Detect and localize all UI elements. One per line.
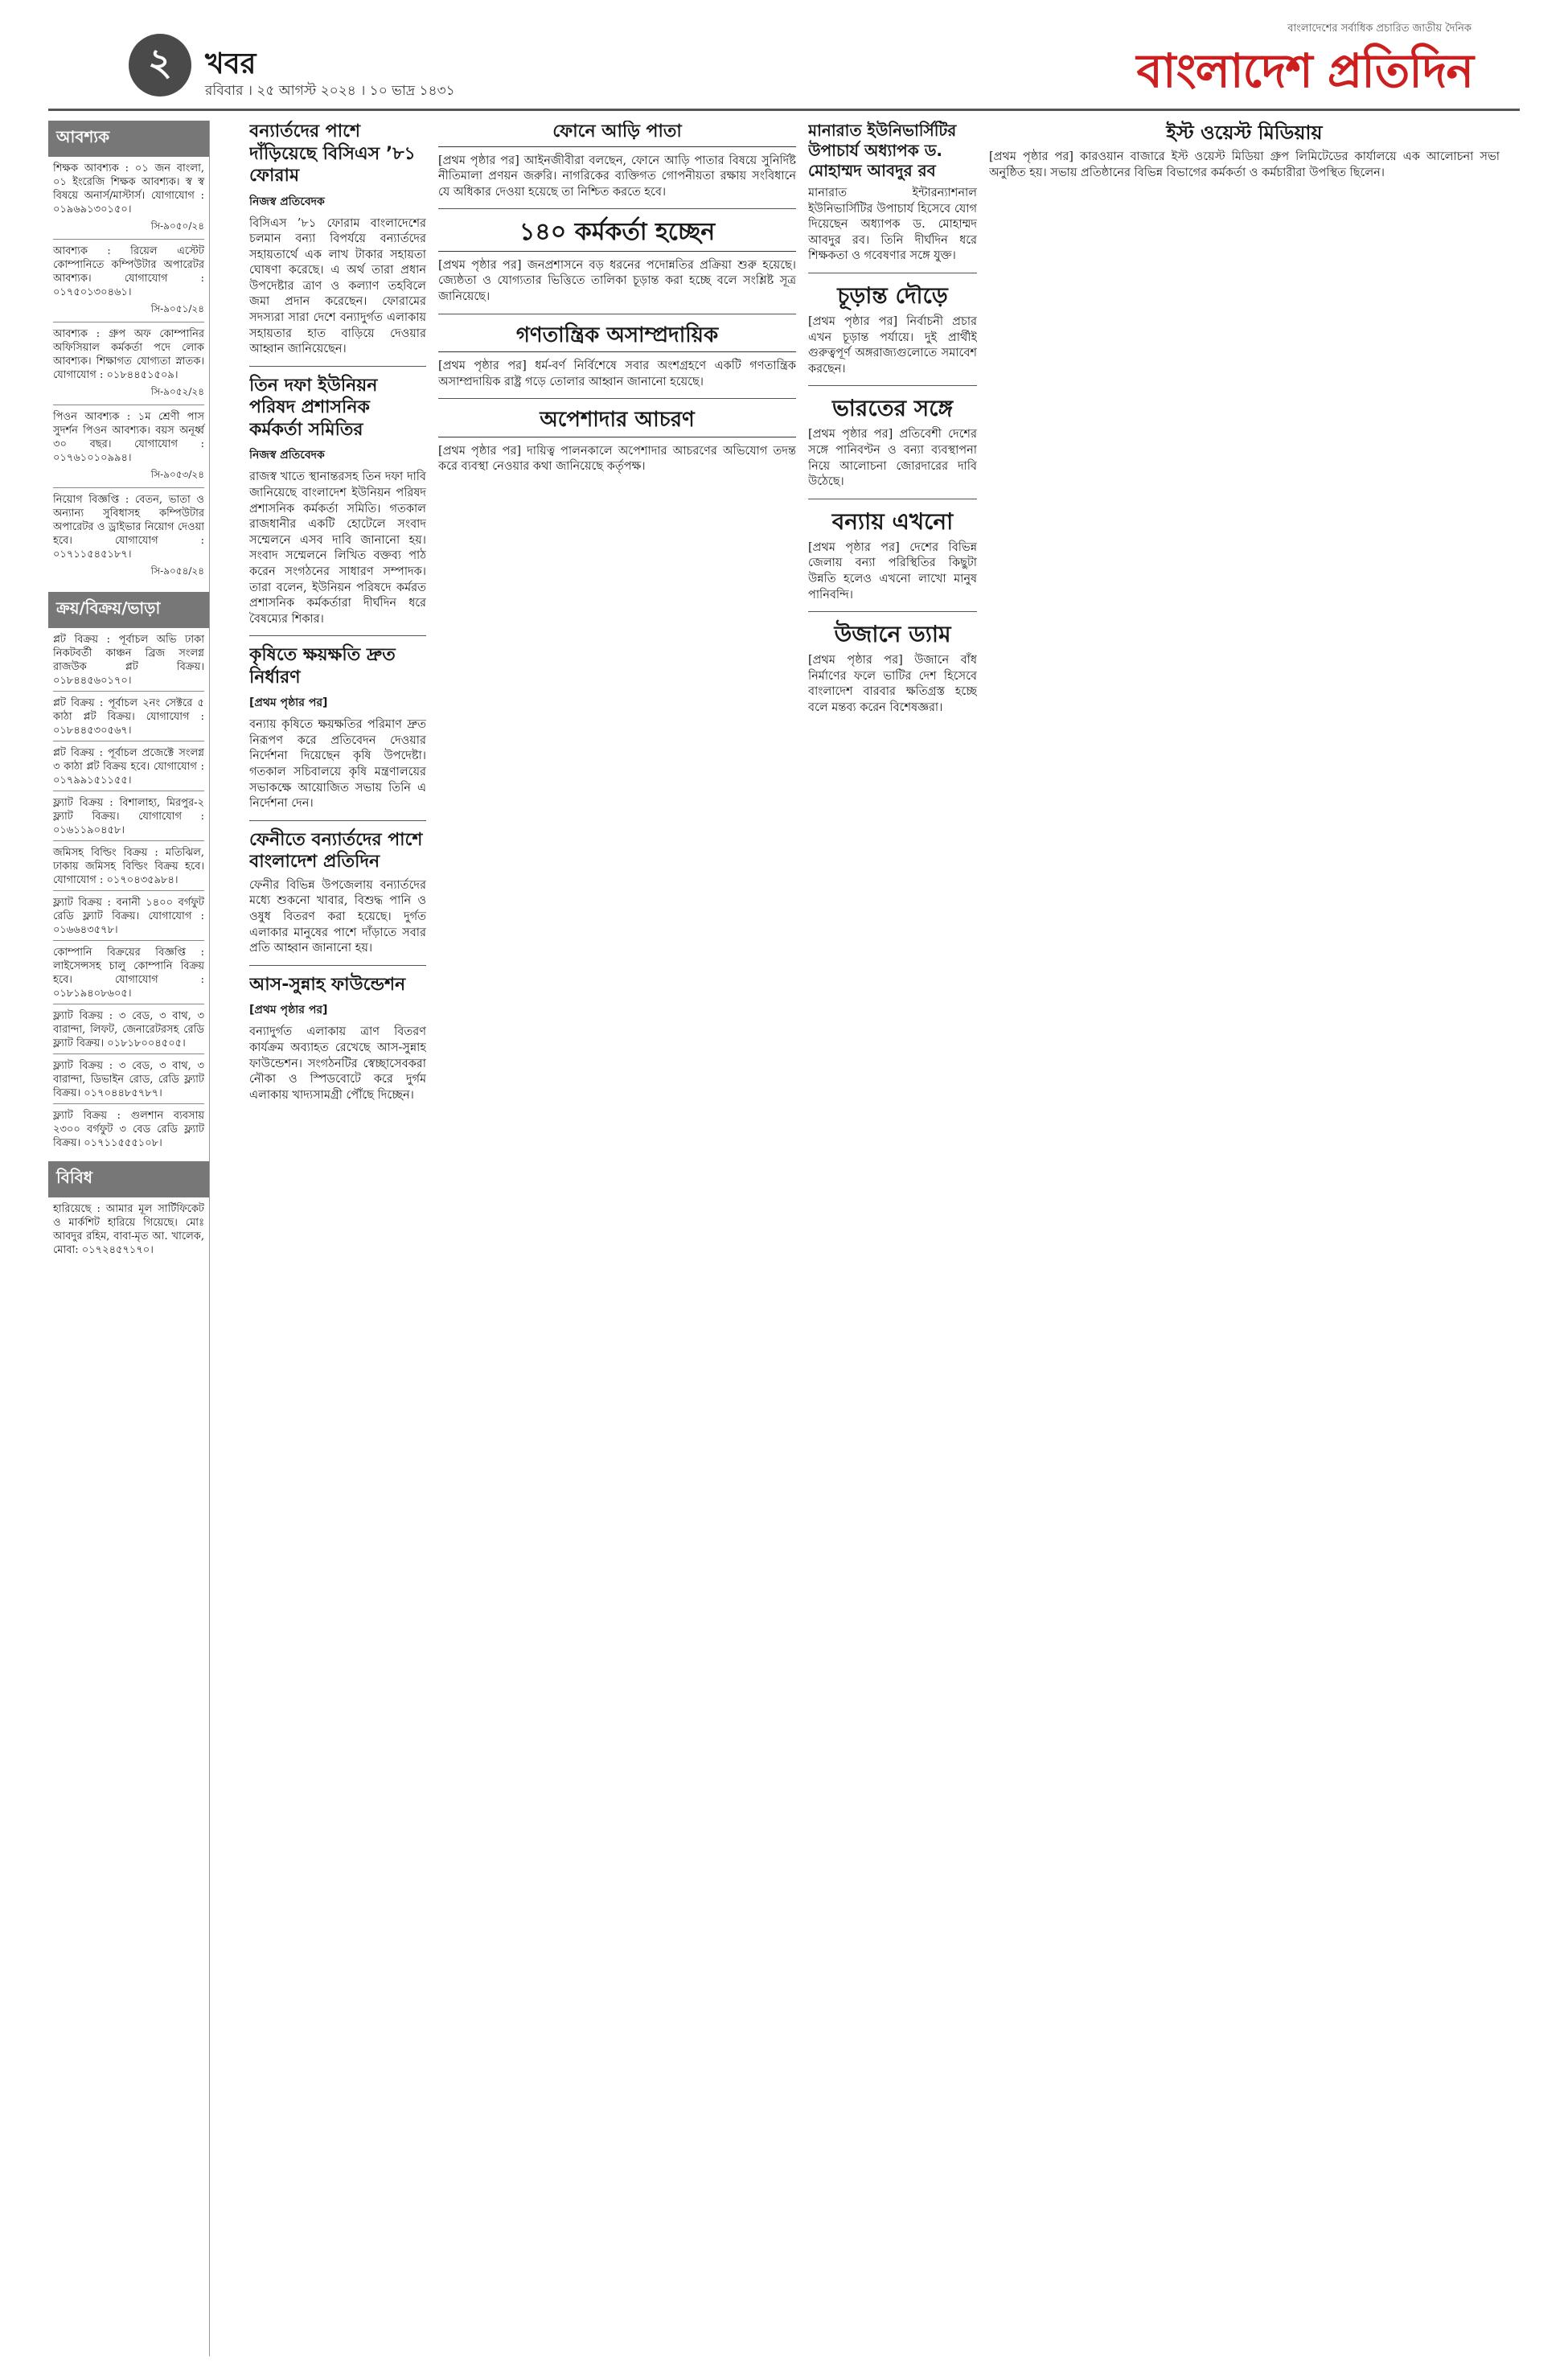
logo-tagline: বাংলাদেশের সর্বাধিক প্রচারিত জাতীয় দৈনিক <box>1287 23 1472 35</box>
news-column-3 <box>438 121 796 2356</box>
article-byline: নিজস্ব প্রতিবেদক <box>249 195 325 208</box>
article-phone <box>438 121 796 200</box>
article-body: [প্রথম পৃষ্ঠার পর] জনপ্রশাসনে বড় ধরনের পদোন্নতির প্রক্রিয়া শুরু হয়েছে। জ্যেষ্ঠতা ও যোগ্যতার ভিত্তিতে তালিকা চূড়ান্ত করা হচ্ছে বলে সংশ্লিষ্ট সূত্র জানিয়েছে। <box>438 258 796 303</box>
classified-ref: সি-৯০৫৩/২৪ <box>150 469 204 480</box>
classified-ad: ফ্ল্যাট বিক্রয় : বনানী ১৪০০ বর্গফুট রেডি ফ্ল্যাট বিক্রয়। যোগাযোগ : ০১৬৬৪৩৫৭৮। <box>53 897 204 936</box>
divider <box>53 691 204 692</box>
article-final <box>808 281 977 377</box>
article-officials <box>438 217 796 305</box>
article-body: মানারাত ইন্টারন্যাশনাল ইউনিভার্সিটির উপাচার্য হিসেবে যোগ দিয়েছেন অধ্যাপক ড. মোহাম্মদ আবদুর রব। তিনি দীর্ঘদিন ধরে শিক্ষকতা ও গবেষণার সঙ্গে যুক্ত। <box>808 187 977 263</box>
divider <box>53 840 204 841</box>
news-column-4 <box>808 121 977 2356</box>
divider <box>808 385 977 386</box>
divider <box>53 940 204 941</box>
article-assunnah <box>249 974 426 1103</box>
divider <box>249 965 426 966</box>
classified-ad: আবশ্যক : রিয়েল এস্টেট কোম্পানিতে কম্পিউটার অপারেটর আবশ্যক। যোগাযোগ : ০১৭৫০১৩০৪৬১। <box>53 245 204 298</box>
classified-ad: হারিয়েছে : আমার মূল সার্টিফিকেট ও মার্কশিট হারিয়ে গিয়েছে। মোঃ আবদুর রহিম, বাবা-মৃত আ. খালেক, মোবা: ০১৭২৪৫৭১৭০। <box>53 1203 204 1256</box>
section-title: খবর <box>205 47 257 80</box>
divider <box>53 890 204 891</box>
article-feni <box>249 829 426 957</box>
page-number-badge: ২ <box>129 34 191 97</box>
divider <box>53 239 204 240</box>
article-headline[interactable]: উজানে ড্যাম <box>834 621 951 648</box>
classifieds-misc-header: বিবিধ <box>48 1161 209 1197</box>
article-body: বন্যায় কৃষিতে ক্ষয়ক্ষতির পরিমাণ দ্রুত নিরূপণ করে প্রতিবেদন দেওয়ার নির্দেশনা দিয়েছেন কৃষি উপদেষ্টা। গতকাল সচিবালয়ে কৃষি মন্ত্রণালয়ের সভাকক্ষে আয়োজিত সভায় তিনি এ নির্দেশনা দেন। <box>249 718 426 811</box>
article-headline[interactable]: ফেনীতে বন্যার্তদের পাশে বাংলাদেশ প্রতিদিন <box>249 829 423 873</box>
classified-ad: নিয়োগ বিজ্ঞপ্তি : বেতন, ভাতা ও অন্যান্য সুবিধাসহ কম্পিউটার অপারেটর ও ড্রাইভার নিয়োগ দেওয়া হবে। যোগাযোগ : ০১৭১১৫৪৫১৮৭। <box>53 494 204 561</box>
classified-ad: ফ্ল্যাট বিক্রয় : ৩ বেড, ৩ বাথ, ৩ বারান্দা, ডিভাইন রোড, রেডি ফ্ল্যাট বিক্রয়। ০১৭০৪৪৮৫৭৮৭। <box>53 1060 204 1099</box>
classified-ad: আবশ্যক : গ্রুপ অফ কোম্পানির অফিসিয়াল কর্মকর্তা পদে লোক আবশ্যক। শিক্ষাগত যোগ্যতা স্নাতক। যোগাযোগ : ০১৮৪৪৫১৫০৯। <box>53 328 204 381</box>
divider <box>808 611 977 612</box>
article-headline[interactable]: বন্যার্তদের পাশে দাঁড়িয়েছে বিসিএস ’৮১ ফোরাম <box>249 121 416 186</box>
classified-ad: ফ্ল্যাট বিক্রয় : গুলশান ব্যবসায় ২৩০০ বর্গফুট ৩ বেড রেডি ফ্ল্যাট বিক্রয়। ০১৭১১৫৫৫১০৮। <box>53 1110 204 1149</box>
article-headline[interactable]: মানারাত ইউনিভার্সিটির উপাচার্য অধ্যাপক ড. মোহাম্মদ আবদুর রব <box>808 121 957 180</box>
article-byline: [প্রথম পৃষ্ঠার পর] <box>249 696 328 710</box>
classified-ad: কোম্পানি বিক্রয়ের বিজ্ঞপ্তি : লাইসেন্সসহ চালু কোম্পানি বিক্রয় হবে। যোগাযোগ : ০১৮১৯৪০৮৬০৫। <box>53 947 204 1000</box>
classified-ad: প্লট বিক্রয় : পূর্বাচল ২নং সেক্টরে ৫ কাঠা প্লট বিক্রয়। যোগাযোগ : ০১৮৪৪৫৩০৫৬৭। <box>53 697 204 737</box>
article-headline[interactable]: বন্যায় এখনো <box>831 507 954 535</box>
classified-ad: প্লট বিক্রয় : পূর্বাচল অভি ঢাকা নিকটবর্তী কাঞ্চন ব্রিজ সংলগ্ন রাজউক প্লট বিক্রয়। ০১৮৪৪৫৬০১৭০। <box>53 634 204 687</box>
article-communal <box>438 322 796 391</box>
article-dam <box>808 620 977 716</box>
classifieds-sale-header: ক্রয়/বিক্রয়/ভাড়া <box>48 592 209 628</box>
classifieds-jobs-header: আবশ্যক <box>48 121 209 157</box>
article-bcs <box>249 121 426 358</box>
divider <box>53 1103 204 1104</box>
news-column-5 <box>989 121 1500 2356</box>
divider <box>438 208 796 209</box>
classifieds-column <box>48 121 210 2356</box>
article-body: [প্রথম পৃষ্ঠার পর] আইনজীবীরা বলছেন, ফোনে আড়ি পাতার বিষয়ে সুনির্দিষ্ট নীতিমালা প্রণয়ন জরুরি। নাগরিকের ব্যক্তিগত গোপনীয়তা রক্ষায় সংবিধানে যে অধিকার দেওয়া হয়েছে তা নিশ্চিত করতে হবে। <box>438 154 796 199</box>
classified-ad: প্লট বিক্রয় : পূর্বাচল প্রজেক্টে সংলগ্ন ৩ কাঠা প্লট বিক্রয় হবে। যোগাযোগ : ০১৭৯৯১৫১১৫৫। <box>53 747 204 787</box>
newspaper-logo: বাংলাদেশ প্রতিদিন <box>1136 43 1473 98</box>
article-headline[interactable]: চূড়ান্ত দৌড়ে <box>837 281 948 309</box>
article-headline[interactable]: ভারতের সঙ্গে <box>831 395 954 422</box>
article-body: বন্যাদুর্গত এলাকায় ত্রাণ বিতরণ কার্যক্রম অব্যাহত রেখেছে আস-সুন্নাহ ফাউন্ডেশন। সংগঠনটির স্বেচ্ছাসেবকরা নৌকা ও স্পিডবোটে করে দুর্গম এলাকায় খাদ্যসামগ্রী পৌঁছে দিচ্ছেন। <box>249 1025 426 1102</box>
article-agri <box>249 644 426 812</box>
article-body: ফেনীর বিভিন্ন উপজেলায় বন্যার্তদের মধ্যে শুকনো খাবার, বিশুদ্ধ পানি ও ওষুধ বিতরণ করা হয়েছে। দুর্গত এলাকার মানুষের পাশে দাঁড়াতে সবার প্রতি আহ্বান জানানো হয়। <box>249 878 426 955</box>
article-body: [প্রথম পৃষ্ঠার পর] দেশের বিভিন্ন জেলায় বন্যা পরিস্থিতির কিছুটা উন্নতি হলেও এখনো লাখো মানুষ পানিবন্দি। <box>808 540 977 602</box>
article-headline[interactable]: ইস্ট ওয়েস্ট মিডিয়ায় <box>1166 121 1323 144</box>
masthead <box>0 0 1568 105</box>
article-headline[interactable]: আস-সুন্নাহ ফাউন্ডেশন <box>249 974 406 995</box>
news-column-2 <box>249 121 426 2356</box>
divider <box>249 366 426 367</box>
article-india <box>808 394 977 490</box>
article-headline[interactable]: তিন দফা ইউনিয়ন পরিষদ প্রশাসনিক কর্মকর্তা সমিতির <box>249 375 378 440</box>
divider <box>438 398 796 399</box>
classified-ad: পিওন আবশ্যক : ১ম শ্রেণী পাস সুদর্শন পিওন আবশ্যক। বয়স অনূর্ধ্ব ৩০ বছর। যোগাযোগ : ০১৭৬১০১০৯৯৪। <box>53 411 204 464</box>
divider <box>53 487 204 488</box>
classified-ref: সি-৯০৫২/২৪ <box>150 386 204 397</box>
article-headline[interactable]: ১৪০ কর্মকর্তা হচ্ছেন <box>438 217 796 252</box>
article-body: বিসিএস ’৮১ ফোরাম বাংলাদেশের চলমান বন্যা বিপর্যয়ে বন্যার্তদের সহায়তার্থে এক লাখ টাকার সহায়তা ঘোষণা করেছে। এ অর্থ তারা প্রধান উপদেষ্টার ত্রাণ ও কল্যাণ তহবিলে জমা প্রদান করেছেন। ফোরামের সদস্যরা সারা দেশে বন্যাদুর্গত এলাকায় সহায়তার হাত বাড়িয়ে দেওয়ার আহ্বান জানিয়েছেন। <box>249 216 426 356</box>
classified-ref: সি-৯০৫১/২৪ <box>150 303 204 314</box>
article-byline: নিজস্ব প্রতিবেদক <box>249 449 325 462</box>
article-vc <box>808 121 977 265</box>
classified-ad: ফ্ল্যাট বিক্রয় : ৩ বেড, ৩ বাথ, ৩ বারান্দা, লিফট, জেনারেটরসহ রেডি ফ্ল্যাট বিক্রয়। ০১৮১৮০০৪৫০৫। <box>53 1010 204 1049</box>
divider <box>249 820 426 821</box>
article-flood <box>808 507 977 603</box>
article-union <box>249 375 426 627</box>
divider <box>249 635 426 636</box>
article-headline[interactable]: ফোনে আড়ি পাতা <box>438 121 796 147</box>
classified-ad: জমিসহ বিল্ডিং বিক্রয় : মতিঝিল, ঢাকায় জমিসহ বিল্ডিং বিক্রয় হবে। যোগাযোগ : ০১৭০৪৩৫৯৮৪। <box>53 847 204 886</box>
article-headline[interactable]: কৃষিতে ক্ষয়ক্ষতি দ্রুত নির্ধারণ <box>249 645 396 688</box>
classified-ref: সি-৯০৫০/২৪ <box>150 220 204 232</box>
classified-ad: ফ্ল্যাট বিক্রয় : বিশালাহ্য, মিরপুর-২ ফ্ল্যাট বিক্রয়। যোগাযোগ : ০১৬১১৯০৪৫৮। <box>53 797 204 836</box>
article-eastwest <box>989 121 1500 181</box>
article-byline: [প্রথম পৃষ্ঠার পর] <box>249 1004 328 1017</box>
article-body: [প্রথম পৃষ্ঠার পর] ধর্ম-বর্ণ নির্বিশেষে সবার অংশগ্রহণে একটি গণতান্ত্রিক অসাম্প্রদায়িক রাষ্ট্র গড়ে তোলার আহ্বান জানানো হয়েছে। <box>438 359 796 388</box>
article-body: [প্রথম পৃষ্ঠার পর] দায়িত্ব পালনকালে অপেশাদার আচরণের অভিযোগ তদন্ত করে ব্যবস্থা নেওয়ার কথা জানিয়েছে কর্তৃপক্ষ। <box>438 444 796 474</box>
article-body: রাজস্ব খাতে স্থানান্তরসহ তিন দফা দাবি জানিয়েছে বাংলাদেশ ইউনিয়ন পরিষদ প্রশাসনিক কর্মকর্তা সমিতি। গতকাল রাজধানীর একটি হোটেলে সংবাদ সম্মেলনে এসব দাবি জানানো হয়। সংবাদ সম্মেলনে লিখিত বক্তব্য পাঠ করেন সংগঠনের সাধারণ সম্পাদক। তারা বলেন, ইউনিয়ন পরিষদে কর্মরত প্রশাসনিক কর্মকর্তারা দীর্ঘদিন ধরে বৈষম্যের শিকার। <box>249 470 426 626</box>
issue-date: রবিবার । ২৫ আগস্ট ২০২৪ । ১০ ভাদ্র ১৪৩১ <box>205 83 455 99</box>
article-body: [প্রথম পৃষ্ঠার পর] নির্বাচনী প্রচার এখন চূড়ান্ত পর্যায়ে। দুই প্রার্থীই গুরুত্বপূর্ণ অঙ্গরাজ্যগুলোতে সমাবেশ করছেন। <box>808 314 977 376</box>
classified-ref: সি-৯০৫৪/২৪ <box>150 565 204 577</box>
article-body: [প্রথম পৃষ্ঠার পর] কারওয়ান বাজারে ইস্ট ওয়েস্ট মিডিয়া গ্রুপ লিমিটেডের কার্যালয়ে এক আলোচনা সভা অনুষ্ঠিত হয়। সভায় প্রতিষ্ঠানের বিভিন্ন বিভাগের কর্মকর্তা ও কর্মচারীরা উপস্থিত ছিলেন। <box>989 150 1500 179</box>
article-headline[interactable]: অপেশাদার আচরণ <box>438 407 796 437</box>
classified-ad: শিক্ষক আবশ্যক : ০১ জন বাংলা, ০১ ইংরেজি শিক্ষক আবশ্যক। স্ব স্ব বিষয়ে অনার্স/মাস্টার্স। যোগাযোগ : ০১৯৬৯১৩০১৫০। <box>53 162 204 216</box>
article-body: [প্রথম পৃষ্ঠার পর] উজানে বাঁধ নির্মাণের ফলে ভাটির দেশ হিসেবে বাংলাদেশ বারবার ক্ষতিগ্রস্ত হচ্ছে বলে মন্তব্য করেন বিশেষজ্ঞরা। <box>808 654 977 714</box>
article-conduct <box>438 407 796 475</box>
header-divider <box>48 109 1520 111</box>
article-body: [প্রথম পৃষ্ঠার পর] প্রতিবেশী দেশের সঙ্গে পানিবণ্টন ও বন্যা ব্যবস্থাপনা নিয়ে আলোচনা জোরদারের দাবি উঠেছে। <box>808 428 977 489</box>
article-headline[interactable]: গণতান্ত্রিক অসাম্প্রদায়িক <box>438 322 796 353</box>
